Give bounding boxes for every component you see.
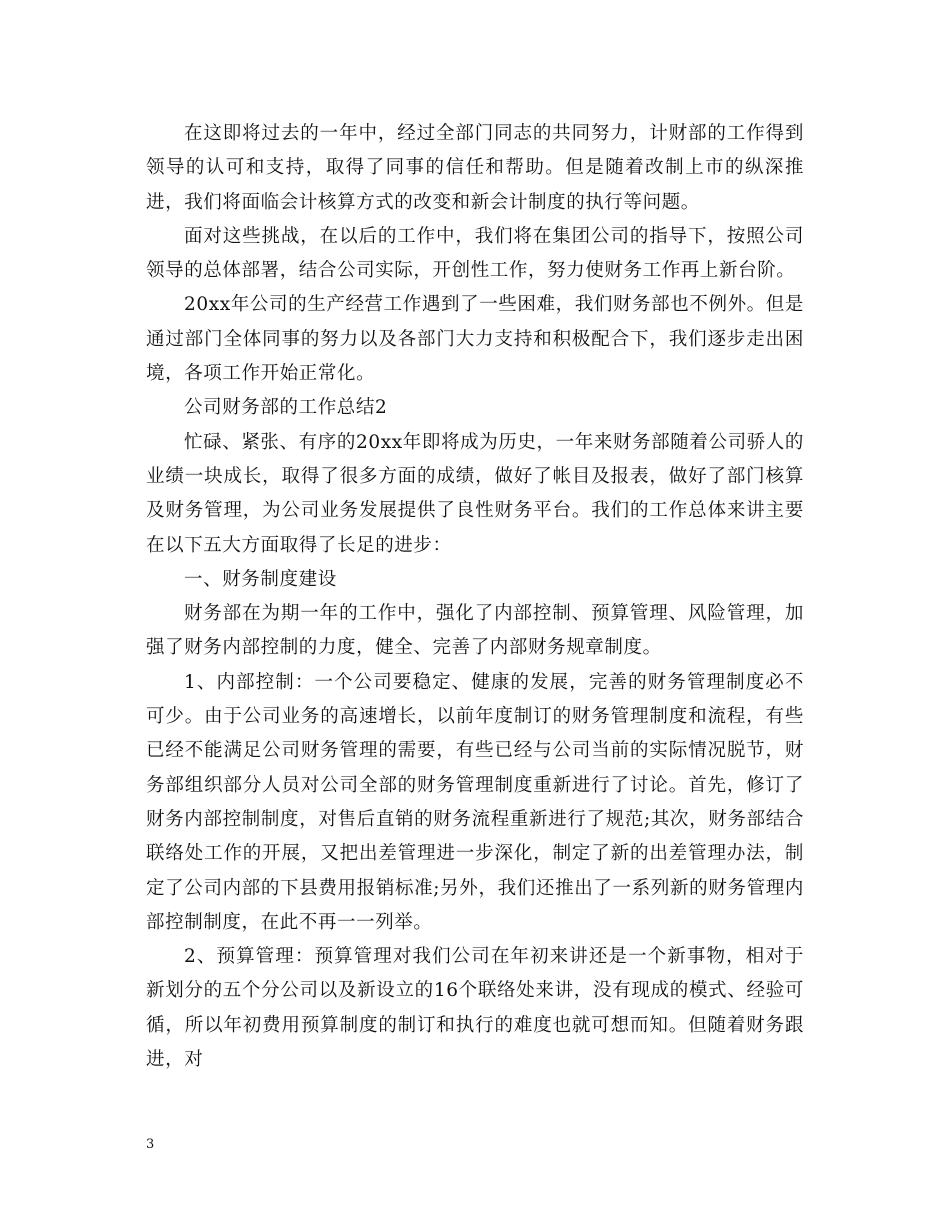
paragraph: 20xx年公司的生产经营工作遇到了一些困难，我们财务部也不例外。但是通过部门全体同事的努力以及各部门大力支持和积极配合下，我们逐步走出困境，各项工作开始正常化。 (146, 294, 804, 385)
section-heading: 一、财务制度建设 (184, 568, 337, 590)
page-number: 3 (146, 1137, 155, 1152)
paragraph: 忙碌、紧张、有序的20xx年即将成为历史，一年来财务部随着公司骄人的业绩一块成长，取得了很多方面的成绩，做好了帐目及报表，做好了部门核算及财务管理，为公司业务发展提供了良性财务平台。我们的工作总体来讲主要在以下五大方面取得了长足的进步： (146, 431, 804, 556)
paragraph: 在这即将过去的一年中，经过全部门同志的共同努力，计财部的工作得到领导的认可和支持，取得了同事的信任和帮助。但是随着改制上市的纵深推进，我们将面临会计核算方式的改变和新会计制度的执行等问题。 (146, 123, 804, 213)
section-heading: 公司财务部的工作总结2 (184, 397, 388, 419)
paragraph: 1、内部控制：一个公司要稳定、健康的发展，完善的财务管理制度必不可少。由于公司业务的高速增长，以前年度制订的财务管理制度和流程，有些已经不能满足公司财务管理的需要，有些已经与公司当前的实际情况脱节，财务部组织部分人员对公司全部的财务管理制度重新进行了讨论。首先，修订了财务内部控制制度，对售后直销的财务流程重新进行了规范;其次，财务部结合联络处工作的开展，又把出差管理进一步深化，制定了新的出差管理办法，制定了公司内部的下县费用报销标准;另外，我们还推出了一系列新的财务管理内部控制制度，在此不再一一列举。 (146, 671, 804, 933)
document-body (146, 117, 804, 1077)
paragraph: 财务部在为期一年的工作中，强化了内部控制、预算管理、风险管理，加强了财务内部控制的力度，健全、完善了内部财务规章制度。 (146, 603, 804, 659)
paragraph: 2、预算管理：预算管理对我们公司在年初来讲还是一个新事物，相对于新划分的五个分公司以及新设立的16个联络处来讲，没有现成的模式、经验可循，所以年初费用预算制度的制订和执行的难度也就可想而知。但随着财务跟进，对 (146, 946, 804, 1071)
paragraph: 面对这些挑战，在以后的工作中，我们将在集团公司的指导下，按照公司领导的总体部署，结合公司实际，开创性工作，努力使财务工作再上新台阶。 (146, 225, 804, 282)
